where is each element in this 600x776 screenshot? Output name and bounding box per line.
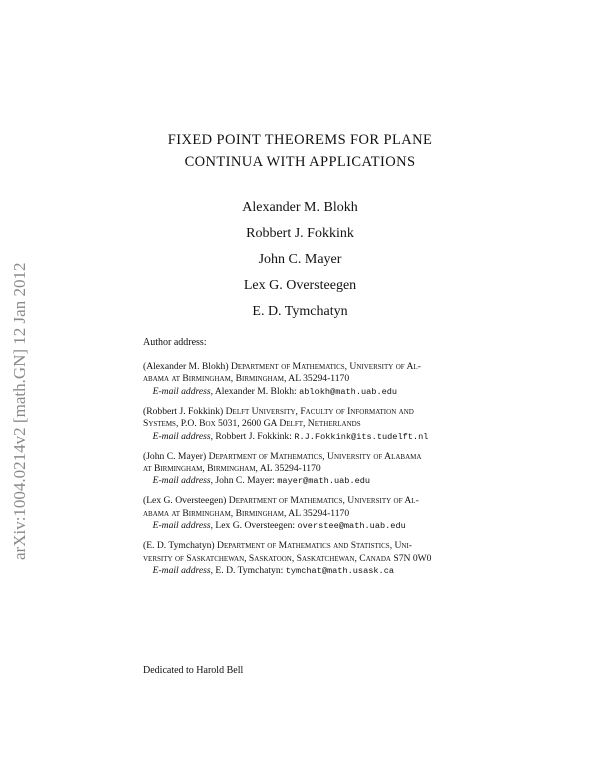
- address-block: [143, 451, 477, 488]
- email-label: E-mail address: [152, 385, 211, 397]
- title-line-2: CONTINUA WITH APPLICATIONS: [184, 154, 416, 170]
- arxiv-identifier-stamp: arXiv:1004.0214v2 [math.GN] 12 Jan 2012: [10, 262, 29, 560]
- address-block: [143, 495, 477, 532]
- author-name: E. D. Tymchatyn: [252, 304, 348, 319]
- address-affiliation: Department of Mathematics, University of Al-: [230, 361, 421, 372]
- email-owner: , Alexander M. Blokh:: [210, 385, 297, 397]
- address-affiliation: Department of Mathematics and Statistics, Uni-: [217, 540, 412, 552]
- email-label: E-mail address: [152, 475, 211, 487]
- email-address[interactable]: mayer@math.uab.edu: [277, 476, 371, 487]
- address-author-name: (Robbert J. Fokkink): [143, 405, 224, 417]
- email-address[interactable]: tymchat@math.usask.ca: [285, 566, 395, 577]
- email-address[interactable]: overstee@math.uab.edu: [297, 521, 406, 532]
- address-author-name: (John C. Mayer): [143, 450, 207, 462]
- email-address[interactable]: ablokh@math.uab.edu: [299, 386, 398, 397]
- dedication: Dedicated to Harold Bell: [143, 665, 244, 676]
- address-affiliation-cont: abama at Birmingham, Birmingham, AL 35294-1170: [143, 373, 350, 385]
- author-name: Robbert J. Fokkink: [246, 226, 354, 241]
- address-affiliation-cont: Systems, P.O. Box 5031, 2600 GA Delft, Netherlands: [143, 418, 361, 430]
- email-label: E-mail address: [152, 430, 211, 442]
- address-affiliation: Department of Mathematics, University of Alabama: [208, 450, 422, 462]
- address-author-name: (E. D. Tymchatyn): [143, 540, 215, 552]
- email-address[interactable]: R.J.Fokkink@its.tudelft.nl: [294, 431, 429, 442]
- paper-title: [120, 129, 480, 173]
- email-owner: , E. D. Tymchatyn:: [210, 565, 284, 577]
- title-line-1: FIXED POINT THEOREMS FOR PLANE: [167, 132, 433, 148]
- email-label: E-mail address: [152, 520, 211, 532]
- author-addresses: [143, 361, 477, 585]
- email-label: E-mail address: [152, 565, 211, 577]
- author-name: John C. Mayer: [258, 252, 342, 267]
- address-block: [143, 361, 477, 398]
- author-name: Lex G. Oversteegen: [243, 278, 357, 293]
- email-owner: , Robbert J. Fokkink:: [210, 430, 292, 442]
- email-owner: , John C. Mayer:: [210, 475, 275, 487]
- address-affiliation-cont: abama at Birmingham, Birmingham, AL 35294-1170: [143, 507, 350, 519]
- author-address-heading: Author address:: [143, 337, 207, 348]
- address-block: [143, 540, 477, 577]
- author-name: Alexander M. Blokh: [242, 200, 358, 215]
- address-author-name: (Alexander M. Blokh): [143, 361, 229, 372]
- address-affiliation-cont: versity of Saskatchewan, Saskatoon, Saskatchewan, Canada S7N 0W0: [143, 552, 432, 564]
- email-owner: , Lex G. Oversteegen:: [210, 520, 296, 532]
- author-list: [200, 195, 400, 325]
- address-affiliation: Delft University, Faculty of Information and: [225, 405, 414, 417]
- address-affiliation: Department of Mathematics, University of Al-: [228, 495, 419, 507]
- address-affiliation-cont: at Birmingham, Birmingham, AL 35294-1170: [143, 463, 321, 475]
- address-author-name: (Lex G. Oversteegen): [143, 495, 227, 507]
- address-block: [143, 406, 477, 443]
